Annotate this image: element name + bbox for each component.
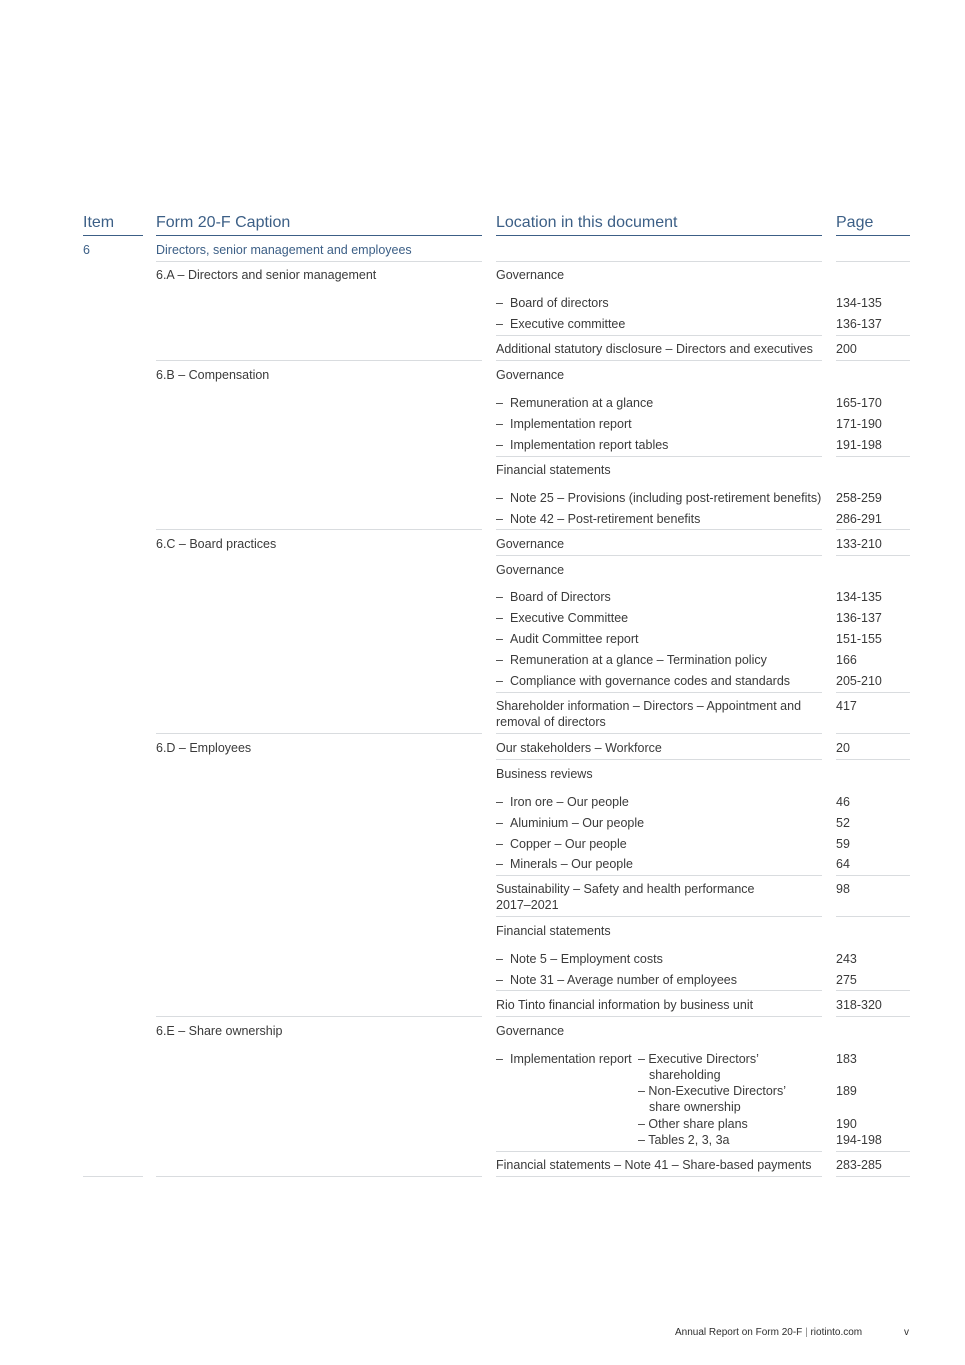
row-rule: [836, 692, 910, 693]
location-item-continued: 2017–2021: [496, 898, 559, 912]
page-ref: 46: [836, 795, 850, 809]
row-rule: [836, 1016, 910, 1017]
dash-bullet: –: [496, 396, 503, 410]
page-ref: 417: [836, 699, 857, 713]
location-item: Implementation report: [510, 417, 632, 431]
location-heading: Governance: [496, 1024, 565, 1038]
dash-bullet: –: [496, 632, 503, 646]
location-item: Audit Committee report: [510, 632, 639, 646]
row-rule: [496, 261, 822, 262]
row-rule: [836, 360, 910, 361]
footer-page-number: v: [904, 1327, 909, 1338]
location-item: Financial statements – Note 41 – Share-based payments: [496, 1158, 812, 1172]
location-item: Shareholder information – Directors – Appointment and: [496, 699, 802, 713]
footer-title: Annual Report on Form 20-F: [675, 1327, 803, 1338]
location-item: Note 31 – Average number of employees: [510, 973, 737, 987]
dash-bullet: –: [496, 317, 503, 331]
location-item: Board of Directors: [510, 590, 611, 604]
footer-site: riotinto.com: [810, 1327, 863, 1338]
row-rule: [496, 1151, 822, 1152]
header-caption: Form 20-F Caption: [156, 214, 291, 231]
location-item: Iron ore – Our people: [510, 795, 629, 809]
page-ref: 98: [836, 882, 850, 896]
location-heading: Governance: [496, 268, 565, 282]
location-item: Remuneration at a glance: [510, 396, 654, 410]
section-caption: Directors, senior management and employees: [156, 243, 412, 257]
dash-bullet: –: [496, 417, 503, 431]
page-ref: 200: [836, 342, 857, 356]
caption-6b: 6.B – Compensation: [156, 368, 270, 382]
page-ref: 20: [836, 741, 850, 755]
page-ref: 133-210: [836, 537, 882, 551]
page-ref: 52: [836, 816, 850, 830]
page-ref: 191-198: [836, 438, 882, 452]
page-ref: 283-285: [836, 1158, 882, 1172]
location-item: Our stakeholders – Workforce: [496, 741, 662, 755]
page-ref: 171-190: [836, 417, 882, 431]
location-item: Sustainability – Safety and health performance: [496, 882, 755, 896]
row-rule: [836, 529, 910, 530]
page-ref: 136-137: [836, 611, 882, 625]
page-ref: 275: [836, 973, 857, 987]
row-rule: [496, 335, 822, 336]
caption-6e: 6.E – Share ownership: [156, 1024, 283, 1038]
location-subitem: – Tables 2, 3, 3a: [638, 1133, 730, 1147]
row-rule: [836, 990, 910, 991]
dash-bullet: –: [496, 653, 503, 667]
location-item: Implementation report tables: [510, 438, 669, 452]
row-rule: [496, 759, 822, 760]
page-ref: 166: [836, 653, 857, 667]
row-rule: [836, 1151, 910, 1152]
table-bottom-rule: [836, 1176, 910, 1177]
location-item: Copper – Our people: [510, 837, 627, 851]
header-rule-caption: [156, 235, 482, 236]
page-ref: 151-155: [836, 632, 882, 646]
location-subitem-continued: shareholding: [649, 1068, 721, 1082]
row-rule: [156, 1016, 482, 1017]
dash-bullet: –: [496, 611, 503, 625]
row-rule: [496, 875, 822, 876]
dash-bullet: –: [496, 438, 503, 452]
dash-bullet: –: [496, 857, 503, 871]
location-item: Aluminium – Our people: [510, 816, 645, 830]
caption-6c: 6.C – Board practices: [156, 537, 277, 551]
header-page: Page: [836, 214, 874, 231]
dash-bullet: –: [496, 973, 503, 987]
dash-bullet: –: [496, 816, 503, 830]
row-rule: [496, 1016, 822, 1017]
row-rule: [836, 456, 910, 457]
location-subitem: – Other share plans: [638, 1117, 748, 1131]
page-ref: 134-135: [836, 590, 882, 604]
page-ref: 59: [836, 837, 850, 851]
location-heading: Business reviews: [496, 767, 593, 781]
header-location: Location in this document: [496, 214, 678, 231]
location-item: Note 25 – Provisions (including post-retirement benefits): [510, 491, 822, 505]
location-subitem-continued: share ownership: [649, 1100, 741, 1114]
row-rule: [836, 733, 910, 734]
row-rule: [496, 360, 822, 361]
location-item: Implementation report: [510, 1052, 632, 1066]
location-item: Executive committee: [510, 317, 626, 331]
location-heading: Governance: [496, 537, 565, 551]
row-rule: [496, 990, 822, 991]
location-item: Additional statutory disclosure – Directors and executives: [496, 342, 813, 356]
location-heading: Governance: [496, 368, 565, 382]
footer-separator: |: [805, 1327, 808, 1338]
dash-bullet: –: [496, 837, 503, 851]
header-rule-item: [83, 235, 143, 236]
row-rule: [156, 261, 482, 262]
location-heading: Financial statements: [496, 463, 611, 477]
row-rule: [496, 916, 822, 917]
page-ref: 258-259: [836, 491, 882, 505]
row-rule: [836, 555, 910, 556]
page-ref: 64: [836, 857, 850, 871]
page-ref: 286-291: [836, 512, 882, 526]
table-bottom-rule: [496, 1176, 822, 1177]
row-rule: [496, 692, 822, 693]
location-item: Compliance with governance codes and standards: [510, 674, 791, 688]
footer-text: [675, 1327, 862, 1338]
dash-bullet: –: [496, 512, 503, 526]
location-subitem: – Executive Directors’: [638, 1052, 759, 1066]
location-item: Note 5 – Employment costs: [510, 952, 663, 966]
location-subitem: – Non-Executive Directors’: [638, 1084, 786, 1098]
page-ref: 194-198: [836, 1133, 882, 1147]
location-item: Board of directors: [510, 296, 609, 310]
location-item-continued: removal of directors: [496, 715, 606, 729]
dash-bullet: –: [496, 1052, 503, 1066]
dash-bullet: –: [496, 674, 503, 688]
row-rule: [156, 733, 482, 734]
dash-bullet: –: [496, 952, 503, 966]
page-ref: 136-137: [836, 317, 882, 331]
row-rule: [156, 360, 482, 361]
row-rule: [836, 916, 910, 917]
location-heading: Financial statements: [496, 924, 611, 938]
dash-bullet: –: [496, 590, 503, 604]
page-ref: 190: [836, 1117, 857, 1131]
section-item-number: 6: [83, 243, 90, 257]
location-heading: Governance: [496, 563, 565, 577]
page-ref: 183: [836, 1052, 857, 1066]
header-rule-page: [836, 235, 910, 236]
table-bottom-rule: [83, 1176, 143, 1177]
dash-bullet: –: [496, 296, 503, 310]
row-rule: [836, 759, 910, 760]
location-item: Minerals – Our people: [510, 857, 633, 871]
row-rule: [496, 456, 822, 457]
page-ref: 165-170: [836, 396, 882, 410]
page-ref: 318-320: [836, 998, 882, 1012]
location-item: Rio Tinto financial information by business unit: [496, 998, 754, 1012]
page-ref: 205-210: [836, 674, 882, 688]
row-rule: [156, 529, 482, 530]
location-item: Note 42 – Post-retirement benefits: [510, 512, 701, 526]
caption-6a: 6.A – Directors and senior management: [156, 268, 377, 282]
location-item: Executive Committee: [510, 611, 629, 625]
page-ref: 243: [836, 952, 857, 966]
location-item: Remuneration at a glance – Termination policy: [510, 653, 767, 667]
row-rule: [836, 875, 910, 876]
caption-6d: 6.D – Employees: [156, 741, 252, 755]
table-bottom-rule: [156, 1176, 482, 1177]
page-ref: 189: [836, 1084, 857, 1098]
row-rule: [836, 261, 910, 262]
dash-bullet: –: [496, 795, 503, 809]
row-rule: [836, 335, 910, 336]
row-rule: [496, 733, 822, 734]
header-rule-location: [496, 235, 822, 236]
page-ref: 134-135: [836, 296, 882, 310]
header-item: Item: [83, 214, 115, 231]
row-rule: [496, 555, 822, 556]
dash-bullet: –: [496, 491, 503, 505]
row-rule: [496, 529, 822, 530]
